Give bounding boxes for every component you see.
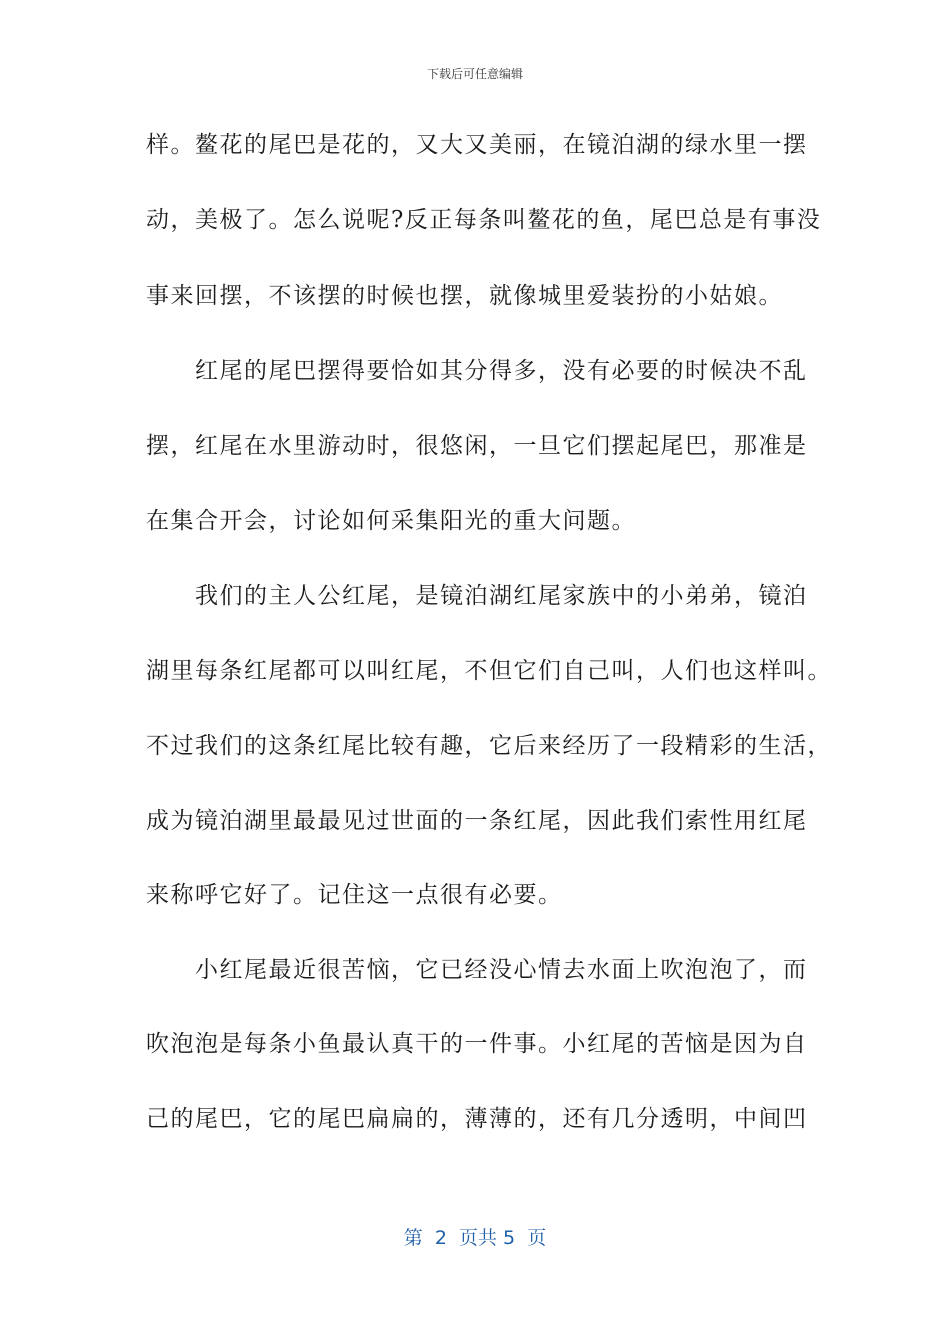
text-line: 来称呼它好了。记住这一点很有必要。 <box>146 882 563 908</box>
text-line: 湖里每条红尾都可以叫红尾，不但它们自己叫，人们也这样叫。 <box>146 658 832 684</box>
text-line: 样。鳌花的尾巴是花的，又大又美丽，在镜泊湖的绿水里一摆 <box>146 132 808 158</box>
text-line: 己的尾巴，它的尾巴扁扁的，薄薄的，还有几分透明，中间凹 <box>146 1106 808 1132</box>
text-line: 红尾的尾巴摆得要恰如其分得多，没有必要的时候决不乱 <box>146 358 808 384</box>
text-line: 我们的主人公红尾，是镜泊湖红尾家族中的小弟弟，镜泊 <box>146 583 808 609</box>
text-line: 摆，红尾在水里游动时，很悠闲，一旦它们摆起尾巴，那准是 <box>146 433 808 459</box>
page-number-footer: 第 2 页共 5 页 <box>403 1227 547 1249</box>
text-line: 吹泡泡是每条小鱼最认真干的一件事。小红尾的苦恼是因为自 <box>146 1031 808 1057</box>
text-line: 在集合开会，讨论如何采集阳光的重大问题。 <box>146 508 636 534</box>
text-line: 不过我们的这条红尾比较有趣，它后来经历了一段精彩的生活， <box>146 733 832 759</box>
text-line: 成为镜泊湖里最最见过世面的一条红尾，因此我们索性用红尾 <box>146 808 808 834</box>
text-line: 事来回摆，不该摆的时候也摆，就像城里爱装扮的小姑娘。 <box>146 283 783 309</box>
text-line: 小红尾最近很苦恼，它已经没心情去水面上吹泡泡了，而 <box>146 957 808 983</box>
page-header-note: 下载后可任意编辑 <box>426 67 523 81</box>
text-line: 动，美极了。怎么说呢?反正每条叫鳌花的鱼，尾巴总是有事没 <box>146 207 822 233</box>
